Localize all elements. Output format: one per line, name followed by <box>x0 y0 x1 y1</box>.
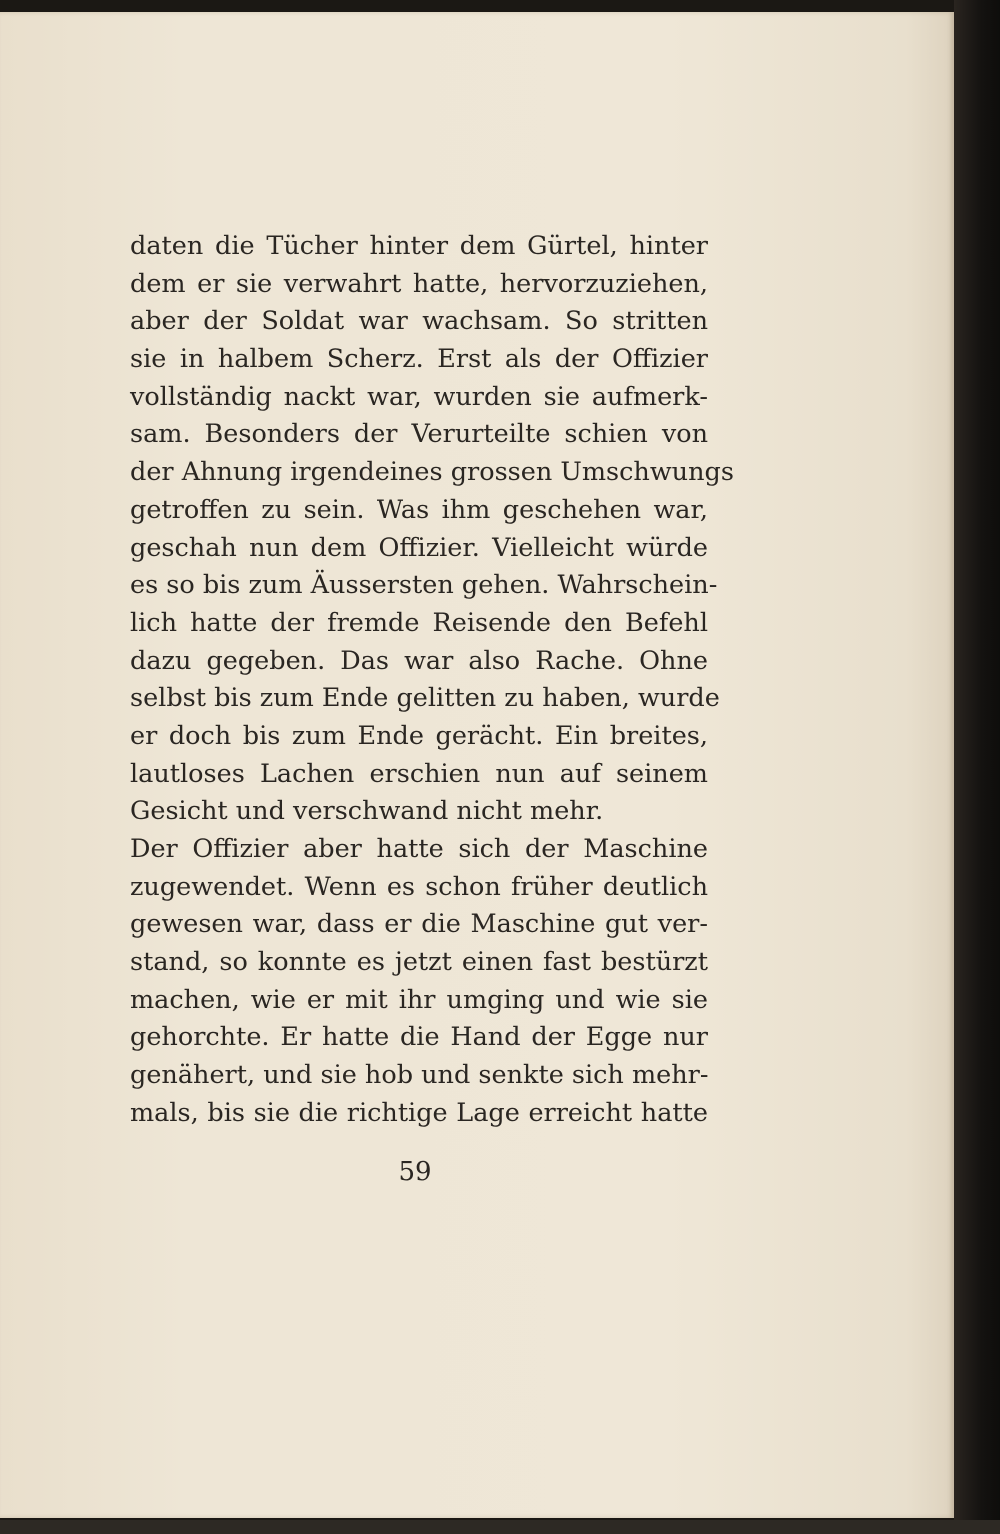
text-line: dazu gegeben. Das war also Rache. Ohne <box>130 645 708 676</box>
text-line: aber der Soldat war wachsam. So stritten <box>130 306 708 337</box>
text-line: vollständig nackt war, wurden sie aufmerk- <box>130 381 708 412</box>
text-line: sam. Besonders der Verurteilte schien von <box>130 419 708 450</box>
text-line: daten die Tücher hinter dem Gürtel, hinter <box>130 231 708 261</box>
text-line: Gesicht und verschwand nicht mehr. <box>130 796 604 827</box>
page-number: 59 <box>398 1157 432 1187</box>
text-line: mals, bis sie die richtige Lage erreicht hatte <box>130 1097 708 1128</box>
text-line: er doch bis zum Ende gerächt. Ein breites, <box>130 720 708 751</box>
text-line: lautloses Lachen erschien nun auf seinem <box>130 758 708 789</box>
book-page <box>0 12 954 1518</box>
text-line: machen, wie er mit ihr umging und wie sie <box>130 984 708 1015</box>
book-spine-edge <box>954 0 1000 1534</box>
text-line: stand, so konnte es jetzt einen fast bestürzt <box>130 947 708 978</box>
text-line: selbst bis zum Ende gelitten zu haben, wurde <box>130 683 720 714</box>
book-bottom-edge <box>0 1520 1000 1534</box>
text-line: genähert, und sie hob und senkte sich mehr- <box>130 1060 709 1091</box>
text-line: lich hatte der fremde Reisende den Befehl <box>130 607 708 638</box>
text-line: getroffen zu sein. Was ihm geschehen war, <box>130 494 708 525</box>
text-line: es so bis zum Äussersten gehen. Wahrschein- <box>130 570 718 601</box>
text-line: geschah nun dem Offizier. Vielleicht würde <box>130 532 708 563</box>
text-line: sie in halbem Scherz. Erst als der Offizier <box>130 344 708 375</box>
text-line: gehorchte. Er hatte die Hand der Egge nur <box>130 1022 708 1053</box>
text-line: Der Offizier aber hatte sich der Maschine <box>130 834 708 864</box>
text-line: der Ahnung irgendeines grossen Umschwungs <box>130 457 734 488</box>
text-line: dem er sie verwahrt hatte, hervorzuziehen, <box>130 268 708 299</box>
page-body-text <box>130 228 734 1133</box>
text-line: gewesen war, dass er die Maschine gut ver- <box>130 909 708 940</box>
text-line: zugewendet. Wenn es schon früher deutlich <box>130 871 708 902</box>
